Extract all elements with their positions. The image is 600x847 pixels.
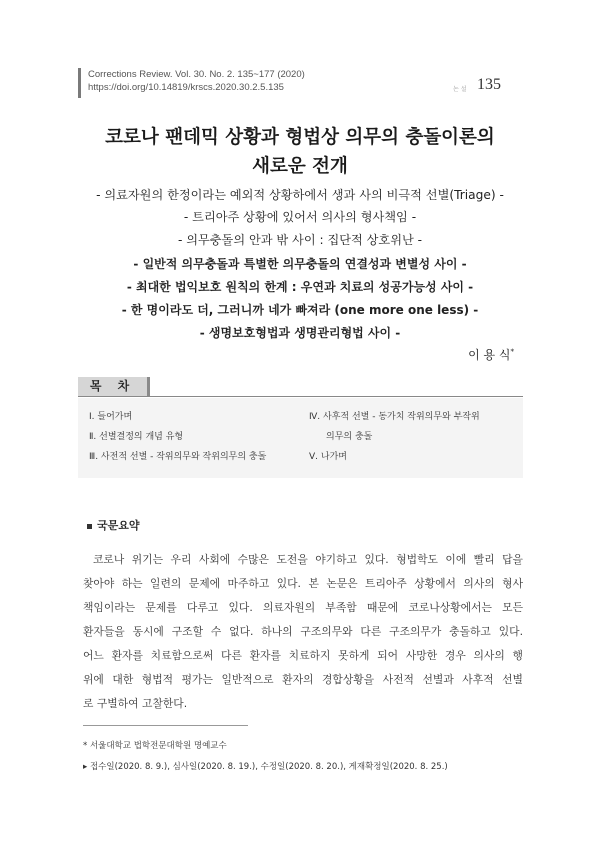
doi-link[interactable]: https://doi.org/10.14819/krscs.2020.30.2.5.135 [88,82,284,93]
toc-item-4-continued[interactable]: 의무의 충돌 [326,432,373,442]
subtitle-5: - 최대한 법익보호 원칙의 한계 : 우연과 치료의 성공가능성 사이 - [126,280,474,294]
subtitle-2: - 트리아주 상황에 있어서 의사의 형사책임 - [183,210,417,224]
subtitle-4: - 일반적 의무충돌과 특별한 의무충돌의 연결성과 변별성 사이 - [133,257,467,271]
abstract-line-4: 환자들을 동시에 구조할 수 없다. 하나의 구조의무와 다른 구조의무가 충돌하고 있다. [83,625,523,638]
toc-item-4[interactable]: Ⅳ. 사후적 선별 - 동가치 작위의무와 부작위 [309,412,480,422]
header-accent-bar [78,68,81,98]
footnote-affiliation: * 서울대학교 법학전문대학원 명예교수 [83,741,227,751]
author-footnote-mark[interactable]: * [510,348,514,356]
abstract-line-2: 찾아야 하는 일련의 문제에 마주하고 있다. 본 논문은 트리아주 상황에서 의사의 형사 [83,577,523,590]
abstract-heading-text: 국문요약 [97,519,140,532]
abstract-heading [87,517,140,533]
author [468,346,514,363]
toc-rule [78,396,523,397]
footnote-dates: ▸ 접수일(2020. 8. 9.), 심사일(2020. 8. 19.), 수정일(2020. 8. 20.), 게재확정일(2020. 8. 25.) [83,762,448,772]
subtitle-1: - 의료자원의 한정이라는 예외적 상황하에서 생과 사의 비극적 선별(Triage) - [96,188,504,202]
page-number: 135 [477,76,501,93]
abstract-line-1: 코로나 위기는 우리 사회에 수많은 도전을 야기하고 있다. 형법학도 이에 빨리 답을 [93,553,523,566]
abstract-line-5: 어느 환자를 치료함으로써 다른 환자를 치료하지 못하게 되어 사망한 경우 의사의 행 [83,649,523,662]
toc-item-5[interactable]: Ⅴ. 나가며 [309,452,347,462]
table-of-contents [78,398,523,478]
paper-title-line-1: 코로나 팬데믹 상황과 형법상 의무의 충돌이론의 [105,127,495,148]
footnote-rule [83,725,248,726]
subtitle-6: - 한 명이라도 더, 그러니까 네가 빠져라 (one more one less) - [121,303,479,317]
abstract-line-6: 위에 대한 형법적 평가는 일반적으로 환자의 경합상황을 사전적 선별과 사후적 선별 [83,673,523,686]
paper-title-line-2: 새로운 전개 [252,156,348,177]
author-name: 이 용 식 [468,348,511,362]
toc-item-3[interactable]: Ⅲ. 사전적 선별 - 작위의무와 작위의무의 충돌 [89,452,267,462]
toc-item-1[interactable]: Ⅰ. 들어가며 [89,412,133,422]
square-bullet-icon [87,524,92,529]
toc-label: 목 차 [78,377,150,396]
toc-item-2[interactable]: Ⅱ. 선별결정의 개념 유형 [89,432,184,442]
subtitle-7: - 생명보호형법과 생명관리형법 사이 - [199,326,401,340]
abstract-line-7: 로 구별하여 고찰한다. [83,697,188,710]
abstract-line-3: 책임이라는 문제를 다루고 있다. 의료자원의 부족함 때문에 코로나상황에서는 모든 [83,601,523,614]
journal-citation: Corrections Review. Vol. 30. No. 2. 135~177 (2020) [88,69,305,80]
subtitle-3: - 의무충돌의 안과 밖 사이 : 집단적 상호위난 - [177,233,423,247]
section-mark: 논 설 [453,86,467,93]
